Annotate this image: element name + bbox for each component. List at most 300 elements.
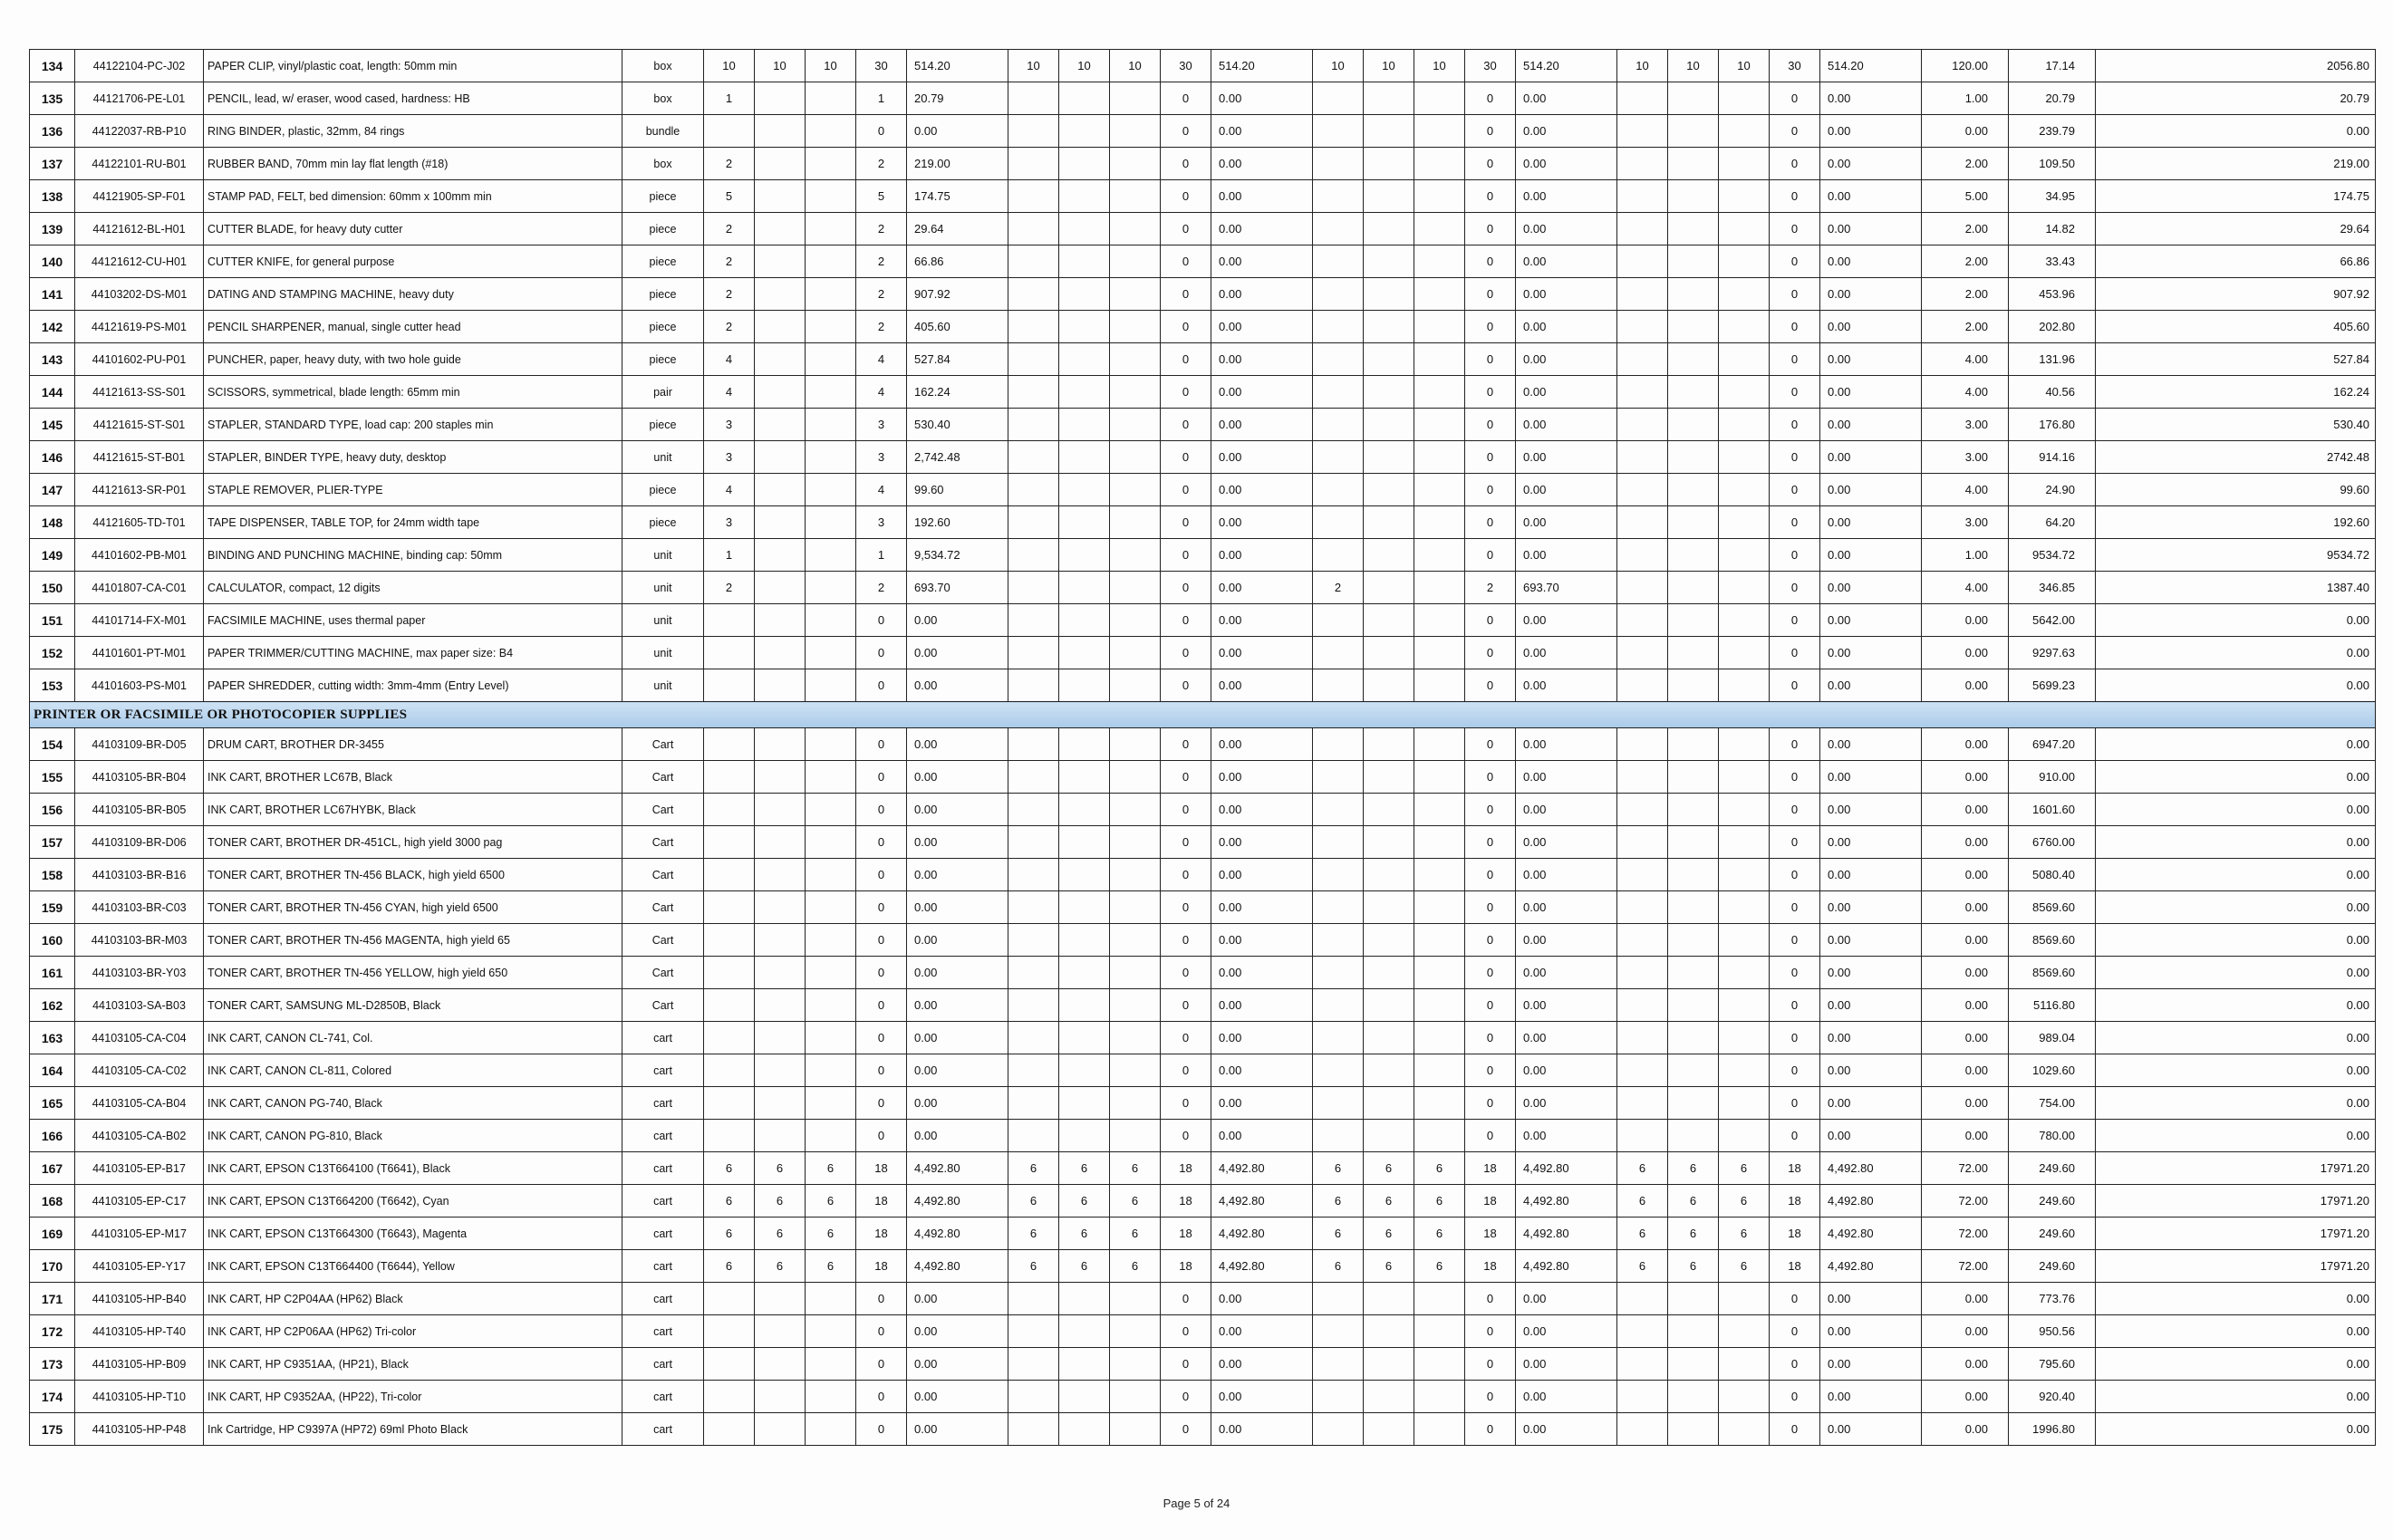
total-amount-cell: 0.00 bbox=[2096, 1022, 2376, 1054]
q3-m1-cell: 6 bbox=[1313, 1152, 1364, 1185]
item-description-cell: INK CART, HP C9351AA, (HP21), Black bbox=[204, 1348, 622, 1381]
q4-m3-cell: 6 bbox=[1719, 1185, 1770, 1218]
unit-of-measure-cell: cart bbox=[622, 1185, 704, 1218]
unit-of-measure-cell: Cart bbox=[622, 989, 704, 1022]
q3-m2-cell bbox=[1364, 506, 1414, 539]
q3-m3-cell bbox=[1414, 148, 1465, 180]
q3-qty-cell: 0 bbox=[1465, 1413, 1516, 1446]
q2-amount-cell: 0.00 bbox=[1211, 441, 1313, 474]
q3-m3-cell bbox=[1414, 1120, 1465, 1152]
q4-m1-cell bbox=[1617, 989, 1668, 1022]
q3-m2-cell bbox=[1364, 957, 1414, 989]
item-description-cell: DRUM CART, BROTHER DR-3455 bbox=[204, 728, 622, 761]
q4-amount-cell: 0.00 bbox=[1820, 506, 1922, 539]
total-qty-cell: 4.00 bbox=[1922, 572, 2009, 604]
q1-m2-cell bbox=[755, 1381, 806, 1413]
q1-qty-cell: 2 bbox=[856, 311, 907, 343]
q3-m3-cell bbox=[1414, 794, 1465, 826]
q3-m2-cell bbox=[1364, 572, 1414, 604]
q1-m1-cell: 5 bbox=[704, 180, 755, 213]
q3-qty-cell: 0 bbox=[1465, 604, 1516, 637]
q2-m2-cell bbox=[1059, 1413, 1110, 1446]
q1-amount-cell: 0.00 bbox=[907, 989, 1008, 1022]
q3-m3-cell bbox=[1414, 409, 1465, 441]
q3-m1-cell bbox=[1313, 376, 1364, 409]
unit-price-cell: 6947.20 bbox=[2009, 728, 2096, 761]
q3-m1-cell bbox=[1313, 278, 1364, 311]
q4-m3-cell bbox=[1719, 1348, 1770, 1381]
q4-qty-cell: 30 bbox=[1770, 50, 1820, 82]
q3-m3-cell bbox=[1414, 539, 1465, 572]
item-code-cell: 44101714-FX-M01 bbox=[75, 604, 204, 637]
q2-qty-cell: 0 bbox=[1161, 728, 1211, 761]
item-code-cell: 44103105-CA-C04 bbox=[75, 1022, 204, 1054]
total-qty-cell: 4.00 bbox=[1922, 474, 2009, 506]
item-description-cell: PAPER SHREDDER, cutting width: 3mm-4mm (Entry Level) bbox=[204, 669, 622, 702]
q2-amount-cell: 0.00 bbox=[1211, 213, 1313, 245]
q2-m3-cell bbox=[1110, 761, 1161, 794]
item-code-cell: 44121615-ST-B01 bbox=[75, 441, 204, 474]
item-code-cell: 44103105-CA-B04 bbox=[75, 1087, 204, 1120]
total-amount-cell: 9534.72 bbox=[2096, 539, 2376, 572]
q1-qty-cell: 30 bbox=[856, 50, 907, 82]
total-qty-cell: 2.00 bbox=[1922, 278, 2009, 311]
q3-m1-cell bbox=[1313, 761, 1364, 794]
q4-qty-cell: 0 bbox=[1770, 245, 1820, 278]
q2-qty-cell: 0 bbox=[1161, 245, 1211, 278]
q3-m1-cell bbox=[1313, 669, 1364, 702]
unit-of-measure-cell: Cart bbox=[622, 728, 704, 761]
q4-m2-cell: 10 bbox=[1668, 50, 1719, 82]
q1-qty-cell: 18 bbox=[856, 1152, 907, 1185]
q4-m2-cell bbox=[1668, 1087, 1719, 1120]
q3-m3-cell bbox=[1414, 637, 1465, 669]
q2-qty-cell: 0 bbox=[1161, 572, 1211, 604]
q3-m2-cell bbox=[1364, 891, 1414, 924]
unit-price-cell: 910.00 bbox=[2009, 761, 2096, 794]
q1-qty-cell: 0 bbox=[856, 1283, 907, 1315]
q3-amount-cell: 0.00 bbox=[1516, 278, 1617, 311]
q2-m2-cell bbox=[1059, 1348, 1110, 1381]
q3-qty-cell: 0 bbox=[1465, 859, 1516, 891]
q2-m2-cell bbox=[1059, 1054, 1110, 1087]
q4-m1-cell bbox=[1617, 213, 1668, 245]
item-description-cell: RING BINDER, plastic, 32mm, 84 rings bbox=[204, 115, 622, 148]
table-row bbox=[30, 474, 2376, 506]
q4-m1-cell bbox=[1617, 859, 1668, 891]
section-header bbox=[30, 702, 2376, 728]
total-qty-cell: 0.00 bbox=[1922, 761, 2009, 794]
q4-amount-cell: 4,492.80 bbox=[1820, 1185, 1922, 1218]
item-no-cell: 151 bbox=[30, 604, 75, 637]
q3-amount-cell: 0.00 bbox=[1516, 826, 1617, 859]
q1-amount-cell: 2,742.48 bbox=[907, 441, 1008, 474]
q1-m3-cell bbox=[806, 604, 856, 637]
q1-qty-cell: 0 bbox=[856, 924, 907, 957]
q3-qty-cell: 0 bbox=[1465, 761, 1516, 794]
q1-m3-cell bbox=[806, 637, 856, 669]
q4-m2-cell bbox=[1668, 1022, 1719, 1054]
q1-m2-cell bbox=[755, 441, 806, 474]
unit-of-measure-cell: cart bbox=[622, 1283, 704, 1315]
q4-amount-cell: 0.00 bbox=[1820, 761, 1922, 794]
item-code-cell: 44103202-DS-M01 bbox=[75, 278, 204, 311]
q3-amount-cell: 0.00 bbox=[1516, 1381, 1617, 1413]
q2-m3-cell bbox=[1110, 343, 1161, 376]
item-no-cell: 169 bbox=[30, 1218, 75, 1250]
q3-qty-cell: 0 bbox=[1465, 1120, 1516, 1152]
q1-m2-cell bbox=[755, 1348, 806, 1381]
total-qty-cell: 0.00 bbox=[1922, 637, 2009, 669]
unit-price-cell: 1601.60 bbox=[2009, 794, 2096, 826]
q4-m2-cell: 6 bbox=[1668, 1250, 1719, 1283]
unit-price-cell: 453.96 bbox=[2009, 278, 2096, 311]
q4-qty-cell: 0 bbox=[1770, 728, 1820, 761]
table-row bbox=[30, 669, 2376, 702]
q2-m2-cell bbox=[1059, 278, 1110, 311]
q3-m3-cell bbox=[1414, 989, 1465, 1022]
q1-m2-cell bbox=[755, 1413, 806, 1446]
q4-qty-cell: 0 bbox=[1770, 637, 1820, 669]
q3-m2-cell bbox=[1364, 148, 1414, 180]
q3-amount-cell: 0.00 bbox=[1516, 441, 1617, 474]
q1-m3-cell: 10 bbox=[806, 50, 856, 82]
q3-m3-cell bbox=[1414, 474, 1465, 506]
q1-m3-cell bbox=[806, 311, 856, 343]
q1-amount-cell: 0.00 bbox=[907, 1087, 1008, 1120]
q3-m1-cell bbox=[1313, 794, 1364, 826]
q3-m3-cell bbox=[1414, 376, 1465, 409]
q3-m2-cell: 10 bbox=[1364, 50, 1414, 82]
q4-amount-cell: 0.00 bbox=[1820, 924, 1922, 957]
q1-m1-cell bbox=[704, 761, 755, 794]
q2-m3-cell bbox=[1110, 1315, 1161, 1348]
q4-m3-cell bbox=[1719, 957, 1770, 989]
q2-amount-cell: 0.00 bbox=[1211, 180, 1313, 213]
total-amount-cell: 0.00 bbox=[2096, 891, 2376, 924]
q2-m1-cell: 6 bbox=[1008, 1152, 1059, 1185]
q3-m1-cell bbox=[1313, 245, 1364, 278]
q2-qty-cell: 0 bbox=[1161, 506, 1211, 539]
q1-amount-cell: 0.00 bbox=[907, 637, 1008, 669]
item-code-cell: 44101602-PU-P01 bbox=[75, 343, 204, 376]
q3-qty-cell: 0 bbox=[1465, 1348, 1516, 1381]
item-description-cell: PUNCHER, paper, heavy duty, with two hole guide bbox=[204, 343, 622, 376]
q3-qty-cell: 0 bbox=[1465, 669, 1516, 702]
unit-price-cell: 249.60 bbox=[2009, 1250, 2096, 1283]
q1-amount-cell: 0.00 bbox=[907, 1283, 1008, 1315]
table-row bbox=[30, 761, 2376, 794]
q1-m2-cell bbox=[755, 728, 806, 761]
q2-qty-cell: 0 bbox=[1161, 311, 1211, 343]
q4-m2-cell bbox=[1668, 180, 1719, 213]
q2-m1-cell bbox=[1008, 728, 1059, 761]
q1-m2-cell bbox=[755, 924, 806, 957]
unit-of-measure-cell: piece bbox=[622, 311, 704, 343]
q3-m2-cell bbox=[1364, 343, 1414, 376]
item-code-cell: 44103105-HP-P48 bbox=[75, 1413, 204, 1446]
q3-m3-cell: 6 bbox=[1414, 1152, 1465, 1185]
q4-m1-cell bbox=[1617, 1283, 1668, 1315]
q4-m3-cell bbox=[1719, 245, 1770, 278]
q2-amount-cell: 0.00 bbox=[1211, 1348, 1313, 1381]
q4-m2-cell bbox=[1668, 604, 1719, 637]
item-no-cell: 148 bbox=[30, 506, 75, 539]
q3-amount-cell: 693.70 bbox=[1516, 572, 1617, 604]
item-no-cell: 171 bbox=[30, 1283, 75, 1315]
q2-qty-cell: 0 bbox=[1161, 761, 1211, 794]
item-no-cell: 160 bbox=[30, 924, 75, 957]
q4-m3-cell bbox=[1719, 115, 1770, 148]
total-qty-cell: 2.00 bbox=[1922, 148, 2009, 180]
total-qty-cell: 0.00 bbox=[1922, 1348, 2009, 1381]
unit-price-cell: 9534.72 bbox=[2009, 539, 2096, 572]
q1-m1-cell: 2 bbox=[704, 245, 755, 278]
item-no-cell: 146 bbox=[30, 441, 75, 474]
q2-qty-cell: 18 bbox=[1161, 1185, 1211, 1218]
q1-amount-cell: 20.79 bbox=[907, 82, 1008, 115]
q2-amount-cell: 0.00 bbox=[1211, 794, 1313, 826]
q2-m1-cell bbox=[1008, 891, 1059, 924]
q2-m2-cell bbox=[1059, 669, 1110, 702]
q1-qty-cell: 0 bbox=[856, 115, 907, 148]
q4-m1-cell bbox=[1617, 148, 1668, 180]
q1-m3-cell bbox=[806, 409, 856, 441]
q1-qty-cell: 1 bbox=[856, 539, 907, 572]
q4-m2-cell bbox=[1668, 1120, 1719, 1152]
q1-amount-cell: 0.00 bbox=[907, 761, 1008, 794]
q3-m3-cell bbox=[1414, 859, 1465, 891]
q3-amount-cell: 0.00 bbox=[1516, 506, 1617, 539]
q2-amount-cell: 0.00 bbox=[1211, 1054, 1313, 1087]
q3-m1-cell bbox=[1313, 1283, 1364, 1315]
q2-m3-cell bbox=[1110, 311, 1161, 343]
q4-qty-cell: 0 bbox=[1770, 1120, 1820, 1152]
q4-m1-cell bbox=[1617, 245, 1668, 278]
item-code-cell: 44103103-BR-M03 bbox=[75, 924, 204, 957]
q1-amount-cell: 4,492.80 bbox=[907, 1152, 1008, 1185]
unit-price-cell: 989.04 bbox=[2009, 1022, 2096, 1054]
q3-qty-cell: 18 bbox=[1465, 1152, 1516, 1185]
total-qty-cell: 0.00 bbox=[1922, 728, 2009, 761]
q4-m1-cell bbox=[1617, 891, 1668, 924]
q2-m1-cell bbox=[1008, 180, 1059, 213]
q4-amount-cell: 0.00 bbox=[1820, 82, 1922, 115]
q4-m3-cell bbox=[1719, 441, 1770, 474]
item-code-cell: 44122037-RB-P10 bbox=[75, 115, 204, 148]
q2-m2-cell bbox=[1059, 245, 1110, 278]
item-description-cell: TONER CART, SAMSUNG ML-D2850B, Black bbox=[204, 989, 622, 1022]
q4-amount-cell: 0.00 bbox=[1820, 1087, 1922, 1120]
q3-m1-cell: 6 bbox=[1313, 1218, 1364, 1250]
q3-m2-cell bbox=[1364, 924, 1414, 957]
q1-qty-cell: 18 bbox=[856, 1185, 907, 1218]
q3-qty-cell: 0 bbox=[1465, 637, 1516, 669]
q4-amount-cell: 0.00 bbox=[1820, 539, 1922, 572]
q3-m2-cell bbox=[1364, 409, 1414, 441]
unit-price-cell: 131.96 bbox=[2009, 343, 2096, 376]
item-description-cell: RUBBER BAND, 70mm min lay flat length (#18) bbox=[204, 148, 622, 180]
q4-amount-cell: 0.00 bbox=[1820, 669, 1922, 702]
q3-m2-cell bbox=[1364, 115, 1414, 148]
q2-m3-cell bbox=[1110, 794, 1161, 826]
q2-amount-cell: 4,492.80 bbox=[1211, 1250, 1313, 1283]
q1-m3-cell bbox=[806, 1283, 856, 1315]
unit-of-measure-cell: Cart bbox=[622, 761, 704, 794]
q4-qty-cell: 0 bbox=[1770, 1054, 1820, 1087]
q3-amount-cell: 0.00 bbox=[1516, 728, 1617, 761]
q4-m1-cell bbox=[1617, 794, 1668, 826]
q4-m3-cell bbox=[1719, 924, 1770, 957]
q3-qty-cell: 0 bbox=[1465, 826, 1516, 859]
q3-m2-cell bbox=[1364, 637, 1414, 669]
q4-qty-cell: 0 bbox=[1770, 506, 1820, 539]
q4-m2-cell bbox=[1668, 1054, 1719, 1087]
unit-of-measure-cell: Cart bbox=[622, 891, 704, 924]
q3-m2-cell bbox=[1364, 245, 1414, 278]
unit-of-measure-cell: cart bbox=[622, 1152, 704, 1185]
q2-qty-cell: 0 bbox=[1161, 278, 1211, 311]
q4-m2-cell bbox=[1668, 115, 1719, 148]
q3-m1-cell bbox=[1313, 82, 1364, 115]
q2-m2-cell bbox=[1059, 343, 1110, 376]
q4-m2-cell bbox=[1668, 1413, 1719, 1446]
q3-qty-cell: 2 bbox=[1465, 572, 1516, 604]
q1-qty-cell: 0 bbox=[856, 989, 907, 1022]
item-code-cell: 44121612-BL-H01 bbox=[75, 213, 204, 245]
unit-price-cell: 9297.63 bbox=[2009, 637, 2096, 669]
q2-m2-cell bbox=[1059, 794, 1110, 826]
total-amount-cell: 0.00 bbox=[2096, 637, 2376, 669]
q1-m3-cell bbox=[806, 1348, 856, 1381]
q4-qty-cell: 0 bbox=[1770, 1381, 1820, 1413]
q4-m1-cell bbox=[1617, 637, 1668, 669]
item-no-cell: 174 bbox=[30, 1381, 75, 1413]
item-code-cell: 44101807-CA-C01 bbox=[75, 572, 204, 604]
total-qty-cell: 0.00 bbox=[1922, 859, 2009, 891]
item-code-cell: 44101602-PB-M01 bbox=[75, 539, 204, 572]
item-no-cell: 163 bbox=[30, 1022, 75, 1054]
item-no-cell: 168 bbox=[30, 1185, 75, 1218]
q2-m2-cell bbox=[1059, 826, 1110, 859]
q1-m2-cell bbox=[755, 1022, 806, 1054]
q1-m3-cell bbox=[806, 115, 856, 148]
q1-qty-cell: 2 bbox=[856, 278, 907, 311]
q2-m2-cell bbox=[1059, 1283, 1110, 1315]
q4-m3-cell bbox=[1719, 148, 1770, 180]
q4-qty-cell: 0 bbox=[1770, 572, 1820, 604]
q1-m1-cell bbox=[704, 604, 755, 637]
q1-m2-cell bbox=[755, 474, 806, 506]
q3-m3-cell bbox=[1414, 343, 1465, 376]
q3-amount-cell: 0.00 bbox=[1516, 957, 1617, 989]
q3-m2-cell bbox=[1364, 1348, 1414, 1381]
q4-m1-cell bbox=[1617, 1348, 1668, 1381]
item-no-cell: 135 bbox=[30, 82, 75, 115]
item-code-cell: 44121613-SS-S01 bbox=[75, 376, 204, 409]
q1-m1-cell bbox=[704, 669, 755, 702]
total-amount-cell: 17971.20 bbox=[2096, 1250, 2376, 1283]
q4-m3-cell: 10 bbox=[1719, 50, 1770, 82]
q1-m2-cell bbox=[755, 989, 806, 1022]
q2-qty-cell: 0 bbox=[1161, 1315, 1211, 1348]
q1-m2-cell bbox=[755, 572, 806, 604]
table-row bbox=[30, 82, 2376, 115]
q4-m2-cell bbox=[1668, 957, 1719, 989]
q2-amount-cell: 0.00 bbox=[1211, 637, 1313, 669]
item-no-cell: 150 bbox=[30, 572, 75, 604]
q1-amount-cell: 4,492.80 bbox=[907, 1250, 1008, 1283]
total-amount-cell: 0.00 bbox=[2096, 761, 2376, 794]
item-description-cell: PENCIL, lead, w/ eraser, wood cased, hardness: HB bbox=[204, 82, 622, 115]
table-row bbox=[30, 1381, 2376, 1413]
q2-m2-cell: 6 bbox=[1059, 1185, 1110, 1218]
q1-m2-cell bbox=[755, 311, 806, 343]
q3-amount-cell: 0.00 bbox=[1516, 1054, 1617, 1087]
unit-price-cell: 780.00 bbox=[2009, 1120, 2096, 1152]
q2-m2-cell bbox=[1059, 637, 1110, 669]
q2-m3-cell bbox=[1110, 115, 1161, 148]
q1-m2-cell: 6 bbox=[755, 1218, 806, 1250]
item-description-cell: INK CART, BROTHER LC67HYBK, Black bbox=[204, 794, 622, 826]
table-row bbox=[30, 441, 2376, 474]
item-no-cell: 172 bbox=[30, 1315, 75, 1348]
q4-m2-cell bbox=[1668, 1348, 1719, 1381]
q1-amount-cell: 192.60 bbox=[907, 506, 1008, 539]
q4-amount-cell: 0.00 bbox=[1820, 572, 1922, 604]
q3-qty-cell: 0 bbox=[1465, 539, 1516, 572]
total-amount-cell: 527.84 bbox=[2096, 343, 2376, 376]
q4-m2-cell bbox=[1668, 989, 1719, 1022]
q4-m1-cell bbox=[1617, 728, 1668, 761]
unit-price-cell: 24.90 bbox=[2009, 474, 2096, 506]
q1-m1-cell bbox=[704, 1413, 755, 1446]
q2-m1-cell bbox=[1008, 213, 1059, 245]
q4-m1-cell bbox=[1617, 1120, 1668, 1152]
item-no-cell: 137 bbox=[30, 148, 75, 180]
q4-m3-cell bbox=[1719, 539, 1770, 572]
item-description-cell: INK CART, EPSON C13T664200 (T6642), Cyan bbox=[204, 1185, 622, 1218]
q1-m3-cell bbox=[806, 728, 856, 761]
q3-m3-cell bbox=[1414, 245, 1465, 278]
item-code-cell: 44103105-HP-B40 bbox=[75, 1283, 204, 1315]
q1-m1-cell bbox=[704, 728, 755, 761]
item-no-cell: 154 bbox=[30, 728, 75, 761]
q4-qty-cell: 0 bbox=[1770, 409, 1820, 441]
q3-m2-cell bbox=[1364, 761, 1414, 794]
item-code-cell: 44121615-ST-S01 bbox=[75, 409, 204, 441]
q2-m3-cell bbox=[1110, 539, 1161, 572]
table-row bbox=[30, 245, 2376, 278]
q1-m2-cell bbox=[755, 376, 806, 409]
q2-m2-cell bbox=[1059, 924, 1110, 957]
q1-m1-cell: 2 bbox=[704, 311, 755, 343]
q4-m2-cell bbox=[1668, 794, 1719, 826]
q1-amount-cell: 0.00 bbox=[907, 924, 1008, 957]
q2-m1-cell bbox=[1008, 1283, 1059, 1315]
q3-m1-cell bbox=[1313, 859, 1364, 891]
item-no-cell: 161 bbox=[30, 957, 75, 989]
q2-m1-cell bbox=[1008, 604, 1059, 637]
q4-amount-cell: 0.00 bbox=[1820, 1413, 1922, 1446]
q3-amount-cell: 4,492.80 bbox=[1516, 1185, 1617, 1218]
q1-m2-cell bbox=[755, 148, 806, 180]
q2-qty-cell: 0 bbox=[1161, 957, 1211, 989]
q1-qty-cell: 0 bbox=[856, 604, 907, 637]
unit-of-measure-cell: cart bbox=[622, 1348, 704, 1381]
q3-m2-cell bbox=[1364, 311, 1414, 343]
table-row bbox=[30, 1315, 2376, 1348]
